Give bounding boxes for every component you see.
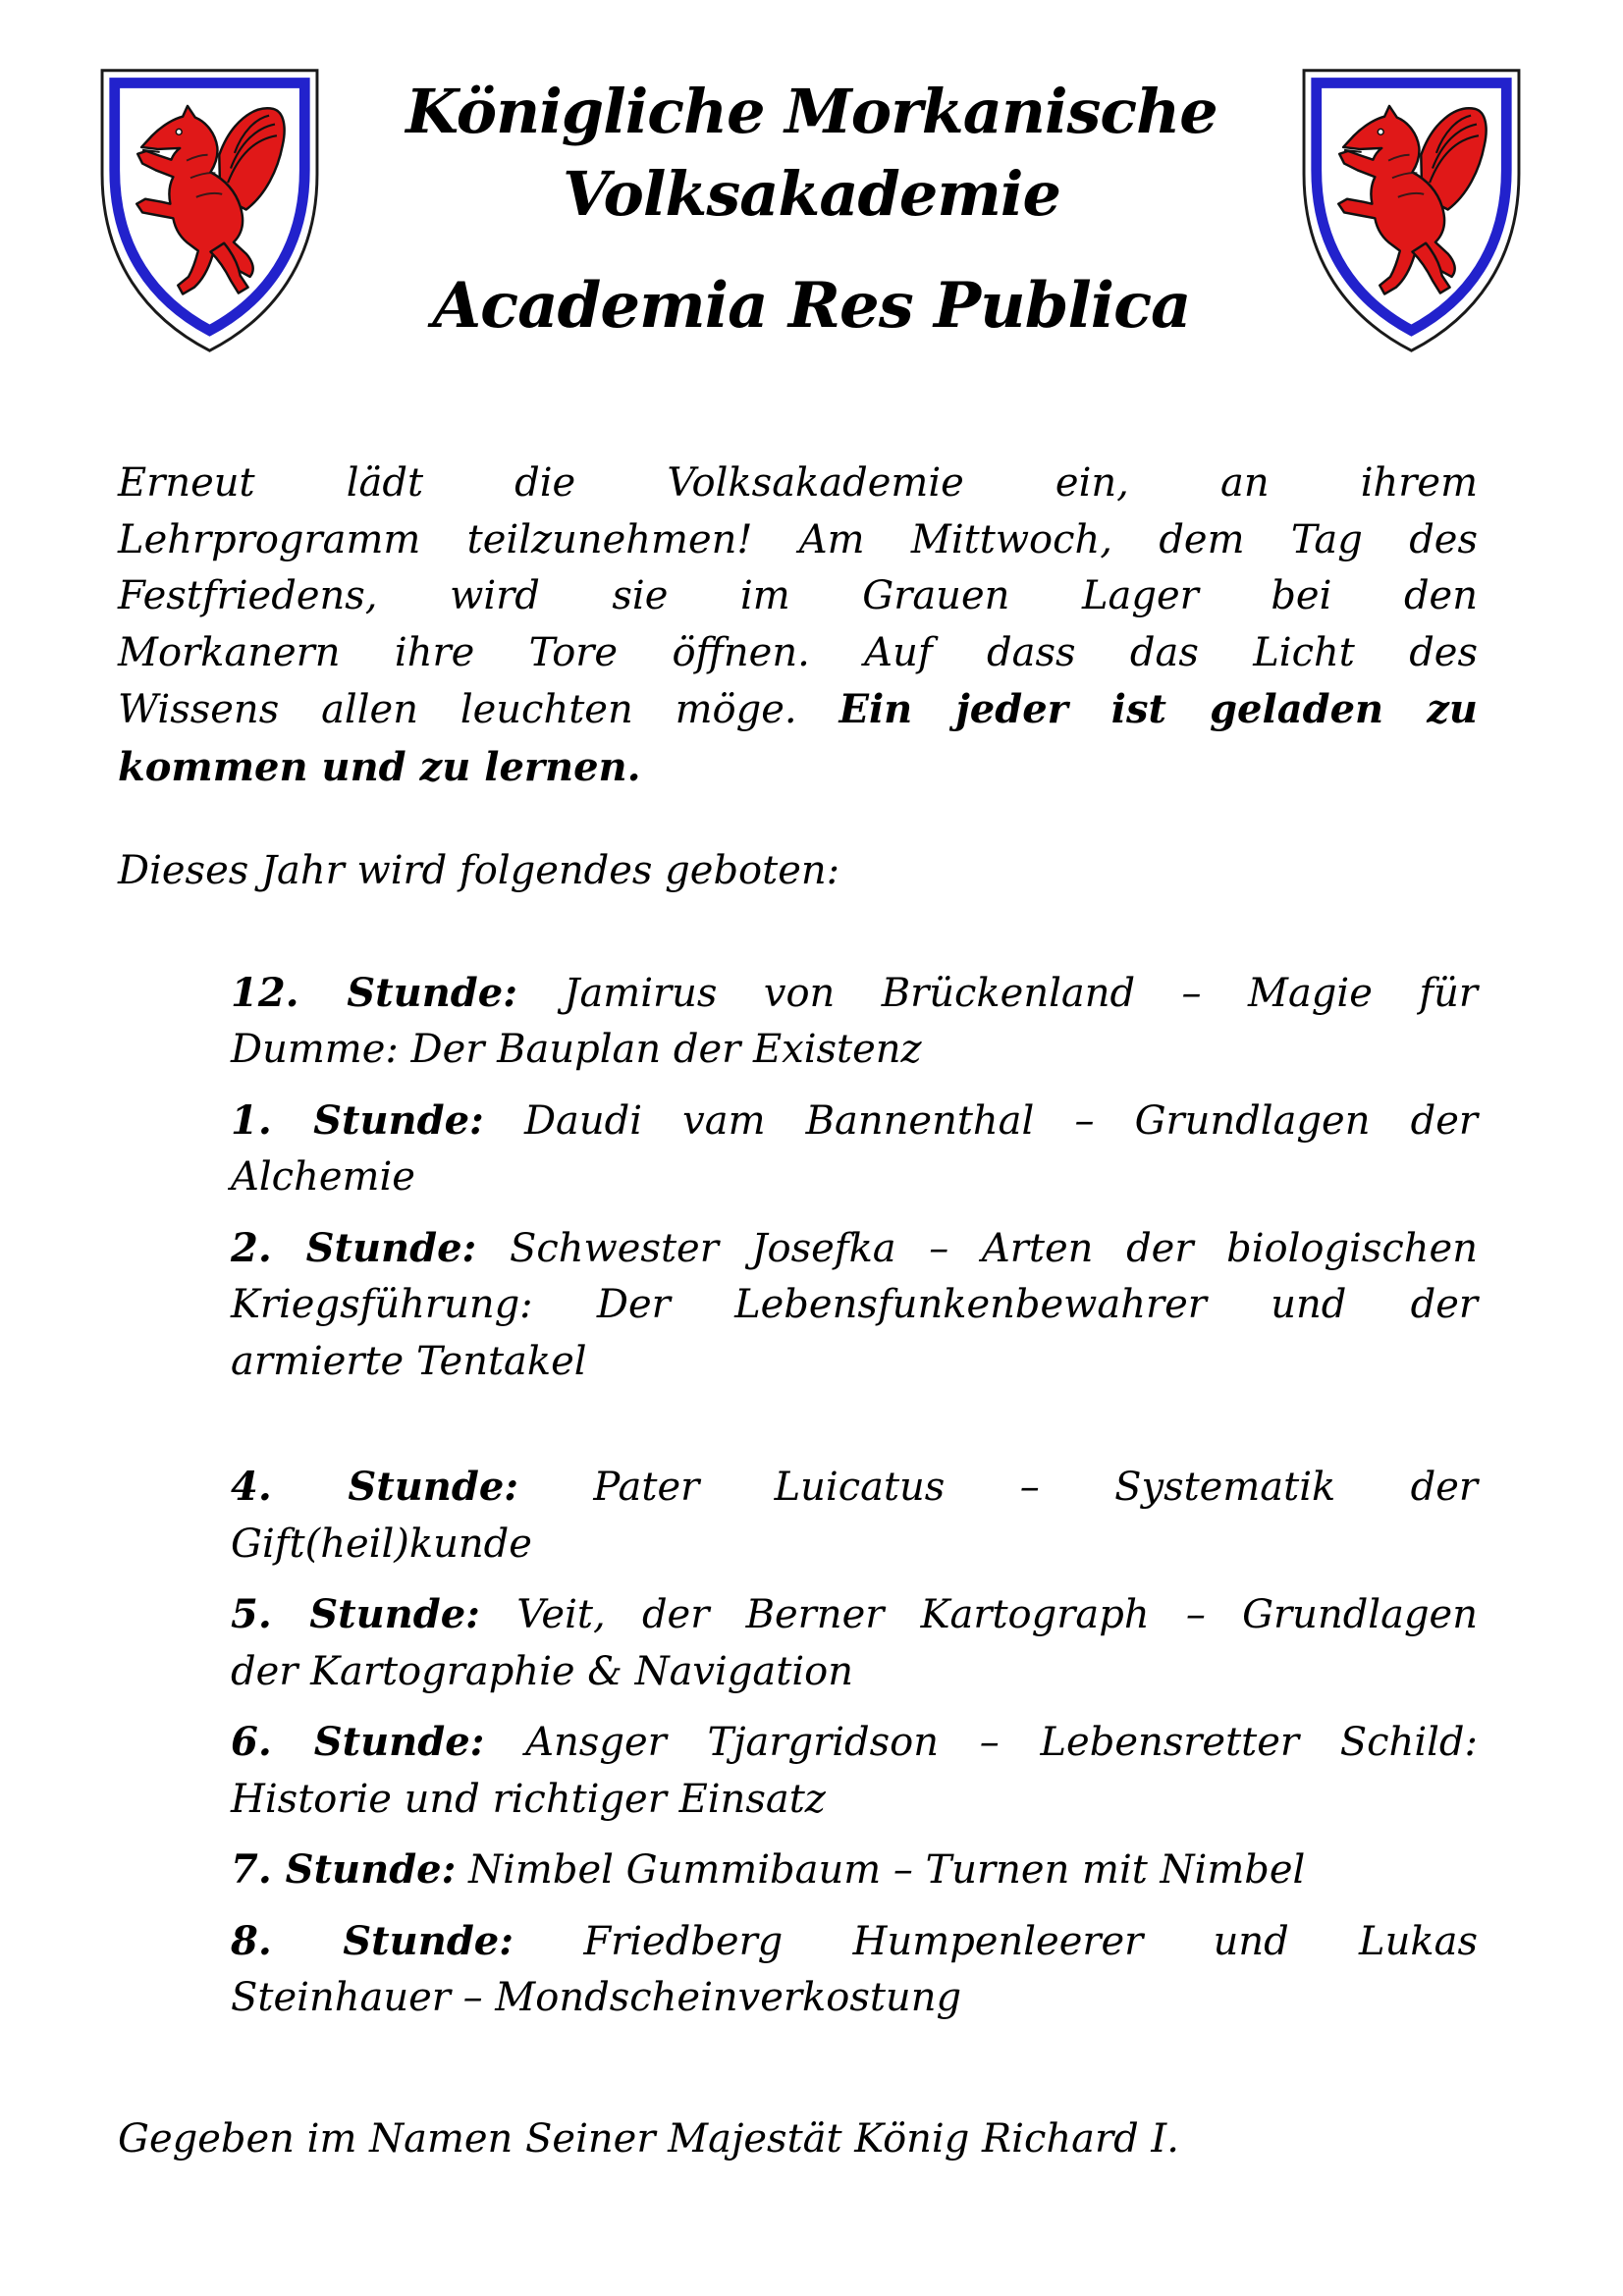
text-line: Festfriedens, wird sie im Grauen Lager bei den (118, 573, 1478, 618)
text-line: 5. Stunde: Veit, der Berner Kartograph – Grundlagen (231, 1591, 1478, 1637)
text-line: Lehrprogramm teilzunehmen! Am Mittwoch, dem Tag des (118, 516, 1478, 562)
text-line: Dumme: Der Bauplan der Existenz (231, 1027, 922, 1072)
text-line: 7. Stunde: Nimbel Gummibaum – Turnen mit Nimbel (231, 1846, 1306, 1893)
coat-of-arms-left-icon (93, 61, 326, 358)
schedule-item (231, 1093, 1478, 1206)
schedule-item (231, 1220, 1478, 1391)
list-intro-line: Dieses Jahr wird folgendes geboten: (118, 848, 840, 893)
intro-paragraph (118, 455, 1478, 796)
title-line-2: Volksakademie (563, 158, 1060, 230)
document-body (118, 455, 1478, 2167)
schedule-item (231, 965, 1478, 1079)
text-line: 6. Stunde: Ansger Tjargridson – Lebensretter Schild: (231, 1719, 1478, 1765)
text-line: armierte Tentakel (231, 1338, 587, 1384)
text-line: Alchemie (231, 1154, 415, 1200)
schedule-item (231, 1459, 1478, 1573)
text-line: Steinhauer – Mondscheinverkostung (231, 1975, 962, 2020)
text-line: Wissens allen leuchten möge. Ein jeder ist geladen zu (118, 686, 1478, 732)
text-line: 12. Stunde: Jamirus von Brückenland – Magie für (231, 969, 1479, 1016)
text-line: Historie und richtiger Einsatz (231, 1776, 826, 1822)
text-line: Gift(heil)kunde (231, 1521, 532, 1567)
text-line: kommen und zu lernen. (118, 743, 641, 790)
schedule-list (231, 965, 1478, 2027)
text-line: Kriegsführung: Der Lebensfunkenbewahrer und der (231, 1282, 1478, 1327)
schedule-item (231, 1586, 1478, 1700)
text-line: 1. Stunde: Daudi vam Bannenthal – Grundlagen der (231, 1096, 1478, 1144)
text-line: der Kartographie & Navigation (231, 1648, 853, 1694)
text-line: 2. Stunde: Schwester Josefka – Arten der biologischen (231, 1224, 1478, 1271)
subtitle: Academia Res Publica (432, 269, 1191, 343)
document-header (0, 0, 1623, 393)
schedule-item (231, 1913, 1478, 2027)
schedule-item (231, 1714, 1478, 1828)
text-line: Morkanern ihre Tore öffnen. Auf dass das Licht des (118, 629, 1478, 675)
footer-line: Gegeben im Namen Seiner Majestät König Richard I. (118, 2115, 1179, 2162)
coat-of-arms-right-icon (1295, 61, 1528, 358)
text-line: 8. Stunde: Friedberg Humpenleerer und Lukas (231, 1917, 1478, 1964)
title-line-1: Königliche Morkanische (406, 76, 1217, 147)
schedule-item (231, 1842, 1478, 1899)
title-block (321, 0, 1303, 344)
text-line: Erneut lädt die Volksakademie ein, an ihrem (118, 460, 1478, 506)
text-line: 4. Stunde: Pater Luicatus – Systematik der (231, 1464, 1478, 1510)
